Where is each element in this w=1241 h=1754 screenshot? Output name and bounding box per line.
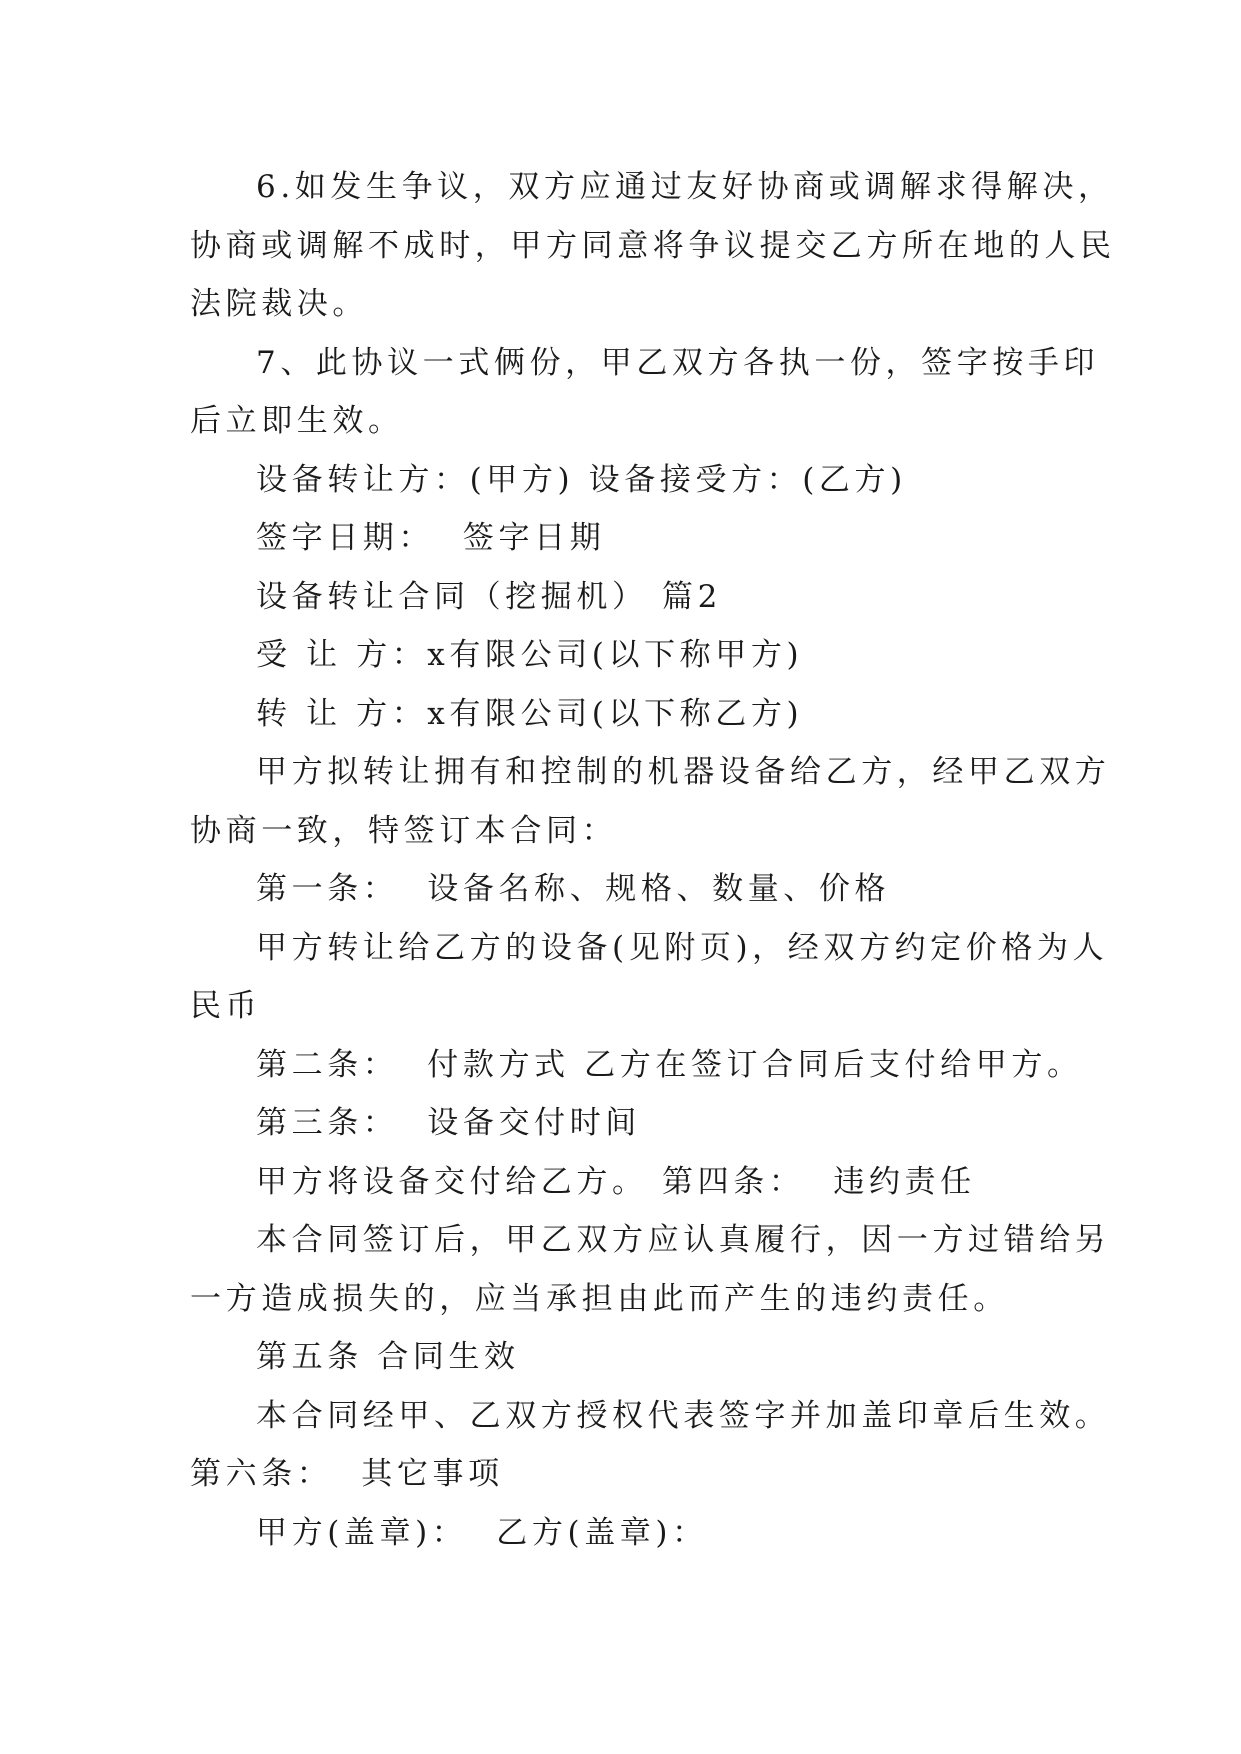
text-line: 受 让 方：x有限公司(以下称甲方) <box>256 637 804 673</box>
text-line: 甲方拟转让拥有和控制的机器设备给乙方，经甲乙双方 <box>256 754 1111 790</box>
text-line: 甲方将设备交付给乙方。 第四条： 违约责任 <box>256 1163 976 1200</box>
text-line: 6.如发生争议，双方应通过友好协商或调解求得解决， <box>256 169 1114 205</box>
text-line: 后立即生效。 <box>190 403 404 439</box>
text-line: 签字日期： 签字日期 <box>256 520 606 556</box>
text-line: 设备转让方：(甲方) 设备接受方：(乙方) <box>256 461 907 498</box>
text-line: 协商一致，特签订本合同： <box>190 812 618 849</box>
article-heading: 第五条 合同生效 <box>256 1339 520 1375</box>
text-line: 一方造成损失的，应当承担由此而产生的违约责任。 <box>190 1280 1009 1317</box>
text-line: 转 让 方：x有限公司(以下称乙方) <box>256 695 804 732</box>
section-heading: 设备转让合同（挖掘机） 篇2 <box>256 578 722 615</box>
document-body <box>190 158 1116 1562</box>
article-heading: 第六条： 其它事项 <box>190 1456 504 1492</box>
signature-line: 甲方(盖章)： 乙方(盖章)： <box>256 1514 708 1551</box>
text-line: 协商或调解不成时，甲方同意将争议提交乙方所在地的人民 <box>190 227 1116 264</box>
article-heading: 第二条： 付款方式 乙方在签订合同后支付给甲方。 <box>256 1046 1083 1083</box>
text-line: 7、此协议一式俩份，甲乙双方各执一份，签字按手印 <box>256 344 1100 381</box>
article-heading: 第一条： 设备名称、规格、数量、价格 <box>256 871 891 907</box>
text-line: 本合同经甲、乙双方授权代表签字并加盖印章后生效。 <box>256 1397 1111 1434</box>
text-line: 法院裁决。 <box>190 286 368 322</box>
article-heading: 第三条： 设备交付时间 <box>256 1105 641 1141</box>
text-line: 本合同签订后，甲乙双方应认真履行，因一方过错给另 <box>256 1222 1111 1258</box>
text-line: 民币 <box>190 988 262 1024</box>
text-line: 甲方转让给乙方的设备(见附页)，经双方约定价格为人 <box>256 929 1109 966</box>
